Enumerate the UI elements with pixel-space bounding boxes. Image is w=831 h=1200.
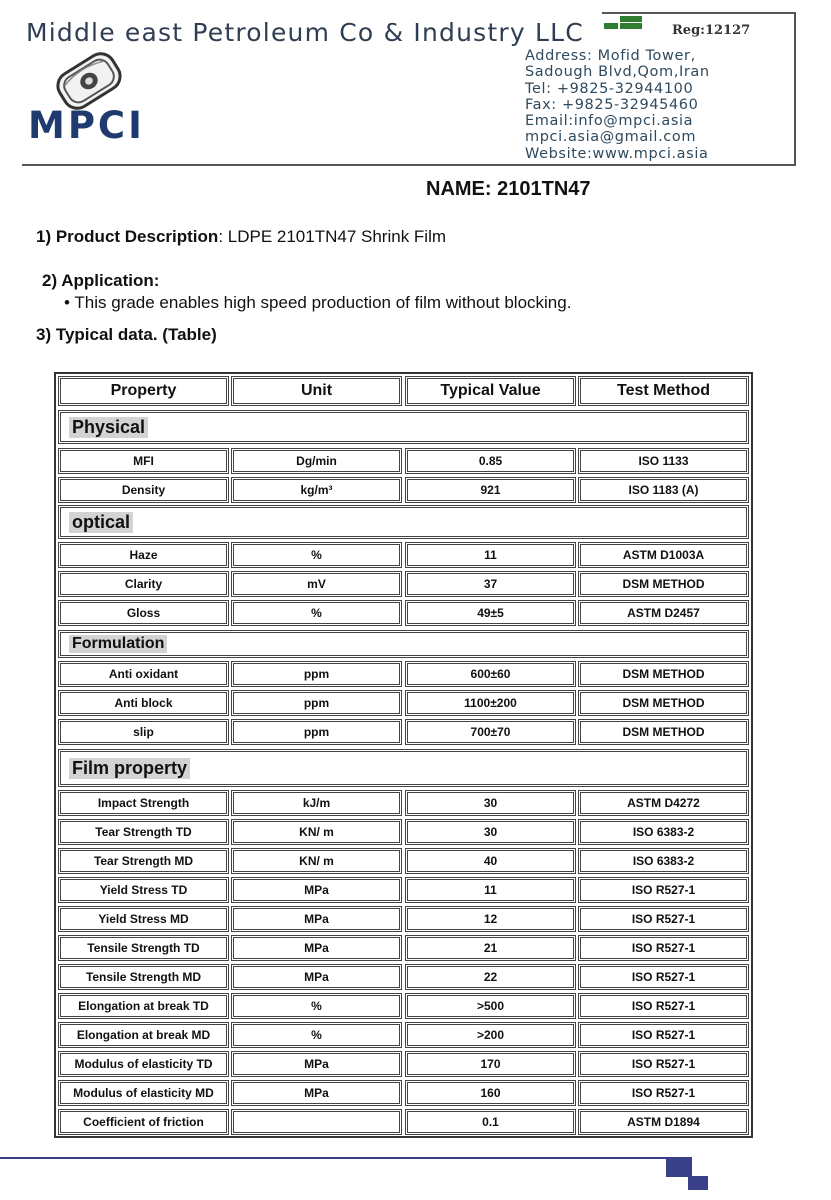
typical-data-heading: 3) Typical data. (Table) bbox=[36, 325, 217, 344]
value-cell: 21 bbox=[405, 935, 576, 961]
email-line: mpci.asia@gmail.com bbox=[525, 129, 697, 146]
test-method-cell: ISO R527-1 bbox=[578, 993, 749, 1019]
property-cell: MFI bbox=[58, 448, 229, 474]
unit-cell: MPa bbox=[231, 935, 402, 961]
test-method-cell: ISO R527-1 bbox=[578, 1022, 749, 1048]
company-name: Middle east Petroleum Co & Industry LLC bbox=[26, 18, 584, 47]
section-title: Formulation bbox=[69, 635, 167, 653]
section-title: optical bbox=[69, 512, 133, 533]
property-cell: Elongation at break MD bbox=[58, 1022, 229, 1048]
value-cell: 170 bbox=[405, 1051, 576, 1077]
value-cell: 160 bbox=[405, 1080, 576, 1106]
unit-cell bbox=[231, 1109, 402, 1135]
property-cell: Anti block bbox=[58, 690, 229, 716]
test-method-cell: ISO 6383-2 bbox=[578, 819, 749, 845]
column-header: Typical Value bbox=[405, 376, 576, 406]
value-cell: 700±70 bbox=[405, 719, 576, 745]
value-cell: 49±5 bbox=[405, 600, 576, 626]
test-method-cell: ISO R527-1 bbox=[578, 1080, 749, 1106]
property-cell: Modulus of elasticity TD bbox=[58, 1051, 229, 1077]
test-method-cell: DSM METHOD bbox=[578, 571, 749, 597]
application-heading: 2) Application: bbox=[42, 271, 160, 290]
unit-cell: mV bbox=[231, 571, 402, 597]
value-cell: 37 bbox=[405, 571, 576, 597]
test-method-cell: ISO R527-1 bbox=[578, 906, 749, 932]
value-cell: 0.1 bbox=[405, 1109, 576, 1135]
unit-cell: MPa bbox=[231, 877, 402, 903]
unit-cell: % bbox=[231, 993, 402, 1019]
unit-cell: KN/ m bbox=[231, 819, 402, 845]
fax-line: Fax: +9825-32945460 bbox=[525, 96, 699, 113]
unit-cell: MPa bbox=[231, 1051, 402, 1077]
unit-cell: kJ/m bbox=[231, 790, 402, 816]
typical-data-table bbox=[54, 372, 753, 1138]
header-frame-top-rule bbox=[602, 12, 796, 14]
unit-cell: KN/ m bbox=[231, 848, 402, 874]
section-row bbox=[58, 630, 749, 658]
unit-cell: MPa bbox=[231, 964, 402, 990]
property-cell: Haze bbox=[58, 542, 229, 568]
website-line: Website:www.mpci.asia bbox=[525, 145, 709, 162]
product-description bbox=[36, 227, 446, 247]
test-method-cell: ISO R527-1 bbox=[578, 877, 749, 903]
application-bullet: • This grade enables high speed production of film without blocking. bbox=[64, 293, 572, 312]
property-cell: Tensile Strength TD bbox=[58, 935, 229, 961]
column-header: Unit bbox=[231, 376, 402, 406]
phone-line: Tel: +9825-32944100 bbox=[525, 80, 694, 97]
test-method-cell: ASTM D1003A bbox=[578, 542, 749, 568]
unit-cell: ppm bbox=[231, 719, 402, 745]
column-header: Property bbox=[58, 376, 229, 406]
value-cell: 40 bbox=[405, 848, 576, 874]
property-cell: Yield Stress TD bbox=[58, 877, 229, 903]
product-description-value: : LDPE 2101TN47 Shrink Film bbox=[218, 227, 447, 246]
property-cell: Coefficient of friction bbox=[58, 1109, 229, 1135]
value-cell: 22 bbox=[405, 964, 576, 990]
section-row bbox=[58, 749, 749, 787]
section-title: Physical bbox=[69, 417, 148, 438]
address-line: Sadough Blvd,Qom,Iran bbox=[525, 64, 710, 81]
property-cell: Modulus of elasticity MD bbox=[58, 1080, 229, 1106]
property-cell: Elongation at break TD bbox=[58, 993, 229, 1019]
property-cell: Density bbox=[58, 477, 229, 503]
email-line: Email:info@mpci.asia bbox=[525, 113, 694, 130]
unit-cell: ppm bbox=[231, 661, 402, 687]
value-cell: 921 bbox=[405, 477, 576, 503]
property-cell: Tensile Strength MD bbox=[58, 964, 229, 990]
test-method-cell: ASTM D4272 bbox=[578, 790, 749, 816]
test-method-cell: DSM METHOD bbox=[578, 661, 749, 687]
section-row bbox=[58, 410, 749, 444]
property-cell: Gloss bbox=[58, 600, 229, 626]
test-method-cell: ISO R527-1 bbox=[578, 1051, 749, 1077]
unit-cell: MPa bbox=[231, 1080, 402, 1106]
unit-cell: Dg/min bbox=[231, 448, 402, 474]
value-cell: 1100±200 bbox=[405, 690, 576, 716]
test-method-cell: ISO R527-1 bbox=[578, 935, 749, 961]
test-method-cell: DSM METHOD bbox=[578, 719, 749, 745]
footer-block-decoration bbox=[688, 1176, 708, 1190]
test-method-cell: ASTM D1894 bbox=[578, 1109, 749, 1135]
unit-cell: MPa bbox=[231, 906, 402, 932]
value-cell: 12 bbox=[405, 906, 576, 932]
property-cell: Clarity bbox=[58, 571, 229, 597]
property-cell: slip bbox=[58, 719, 229, 745]
test-method-cell: ASTM D2457 bbox=[578, 600, 749, 626]
property-cell: Anti oxidant bbox=[58, 661, 229, 687]
unit-cell: % bbox=[231, 600, 402, 626]
value-cell: 11 bbox=[405, 877, 576, 903]
unit-cell: ppm bbox=[231, 690, 402, 716]
registration-number: Reg:12127 bbox=[672, 23, 751, 38]
oil-barrel-logo-icon bbox=[44, 50, 134, 112]
address-line: Address: Mofid Tower, bbox=[525, 48, 696, 64]
value-cell: >200 bbox=[405, 1022, 576, 1048]
value-cell: 0.85 bbox=[405, 448, 576, 474]
property-cell: Tear Strength MD bbox=[58, 848, 229, 874]
product-name-title: NAME: 2101TN47 bbox=[426, 178, 591, 200]
footer-rule bbox=[0, 1157, 690, 1159]
unit-cell: kg/m³ bbox=[231, 477, 402, 503]
value-cell: 600±60 bbox=[405, 661, 576, 687]
product-description-label: 1) Product Description bbox=[36, 227, 219, 246]
test-method-cell: ISO 1183 (A) bbox=[578, 477, 749, 503]
footer-block-decoration bbox=[666, 1157, 692, 1177]
test-method-cell: ISO R527-1 bbox=[578, 964, 749, 990]
value-cell: 30 bbox=[405, 790, 576, 816]
value-cell: 11 bbox=[405, 542, 576, 568]
unit-cell: % bbox=[231, 1022, 402, 1048]
value-cell: >500 bbox=[405, 993, 576, 1019]
test-method-cell: ISO 1133 bbox=[578, 448, 749, 474]
contact-address-block bbox=[525, 48, 710, 162]
column-header: Test Method bbox=[578, 376, 749, 406]
property-cell: Yield Stress MD bbox=[58, 906, 229, 932]
unit-cell: % bbox=[231, 542, 402, 568]
section-title: Film property bbox=[69, 758, 190, 779]
test-method-cell: ISO 6383-2 bbox=[578, 848, 749, 874]
logo-text: MPCI bbox=[28, 104, 145, 147]
property-cell: Tear Strength TD bbox=[58, 819, 229, 845]
value-cell: 30 bbox=[405, 819, 576, 845]
section-row bbox=[58, 505, 749, 539]
property-cell: Impact Strength bbox=[58, 790, 229, 816]
test-method-cell: DSM METHOD bbox=[578, 690, 749, 716]
